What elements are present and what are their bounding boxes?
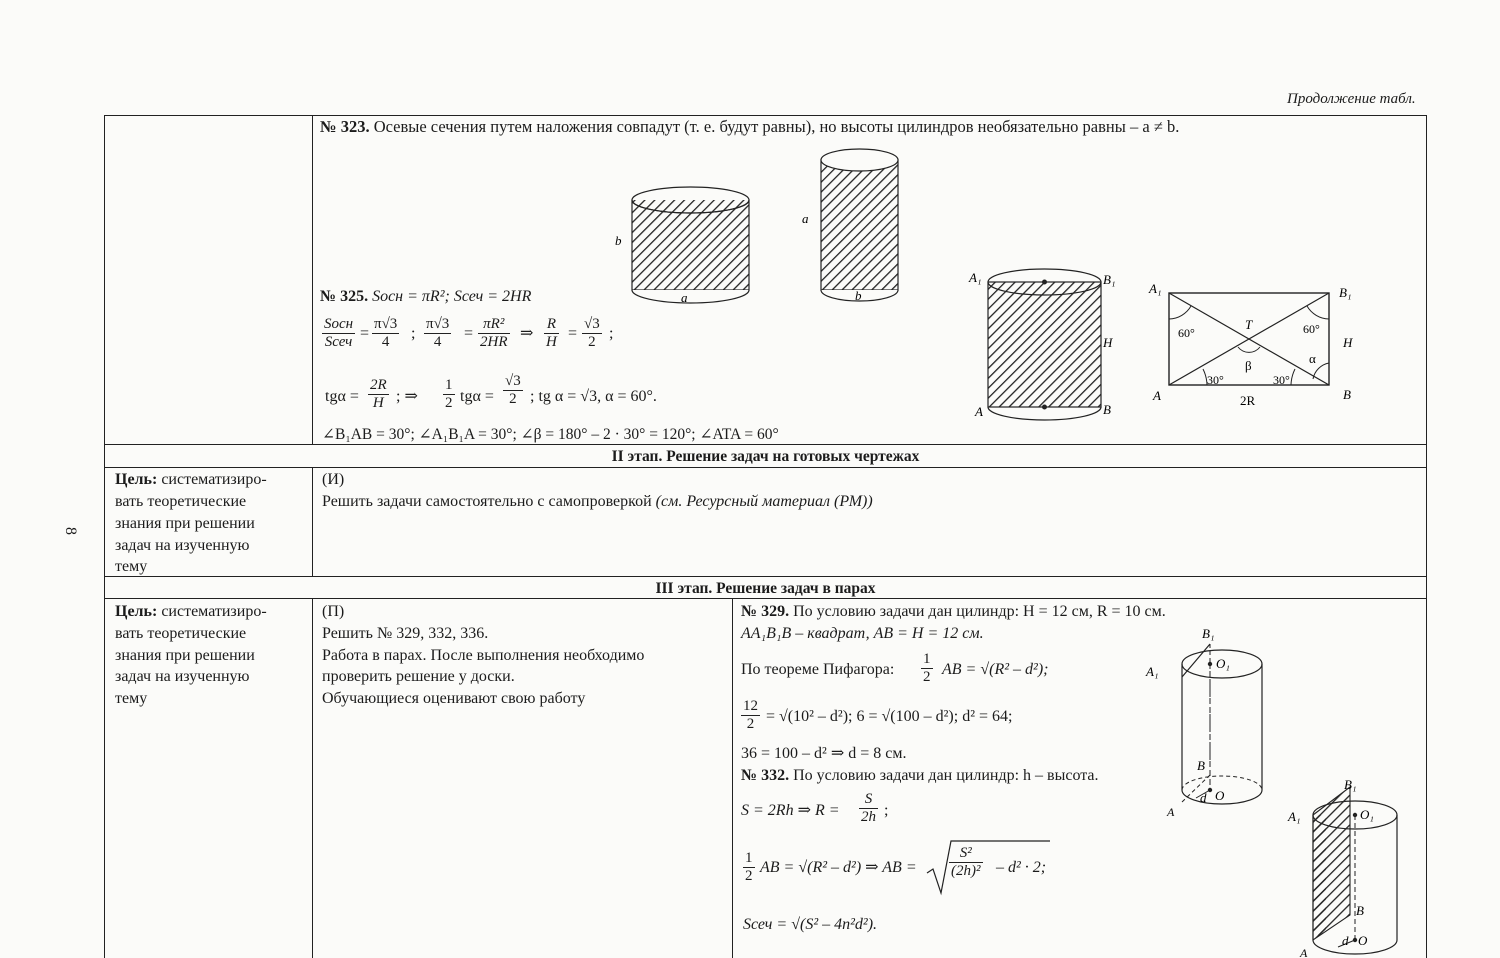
frac-tg-1: $\frac{2R}{H}$ xyxy=(370,377,387,411)
frac-4: $\frac{R}{H}$ xyxy=(546,316,557,350)
svg-text:B₁: B₁ xyxy=(1344,777,1357,792)
cylinder-332-figure xyxy=(1280,775,1420,958)
svg-text:A: A xyxy=(1167,805,1175,819)
frac-1: $\frac{\pi√3}{4}$ xyxy=(374,316,398,350)
svg-text:B: B xyxy=(1356,903,1364,918)
label-B: B xyxy=(1103,402,1111,417)
cylinders-figure xyxy=(600,145,920,310)
label-a-bottom: a xyxy=(681,290,688,305)
task-323 xyxy=(320,117,1179,137)
continuation-note: Продолжение табл. xyxy=(1287,91,1416,107)
frac-s-ratio: Sосн Sсеч xyxy=(324,316,354,350)
frac-5: $\frac{√3}{2}$ xyxy=(584,316,600,350)
label-a-height: a xyxy=(802,211,809,226)
task-325-label: № 325. xyxy=(320,288,369,305)
label-A: A xyxy=(1153,388,1161,403)
page-number: 8 xyxy=(62,527,79,535)
label-60-right: 60° xyxy=(1303,322,1320,336)
label-2R: 2R xyxy=(1240,393,1256,408)
svg-text:A: A xyxy=(1300,946,1308,958)
task-325-angles: ∠B₁AB = 30°; ∠A₁B₁A = 30°; ∠β = 180° – 2 · 30° = 120°; ∠ATA = 60° xyxy=(322,426,779,443)
svg-text:O₁: O₁ xyxy=(1216,656,1230,671)
cylinder-wide xyxy=(632,187,749,303)
task-325-line1 xyxy=(320,287,531,307)
stage3-heading: III этап. Решение задач в парах xyxy=(655,580,876,597)
label-A1: A₁ xyxy=(1149,281,1162,296)
frac-2: $\frac{\pi√3}{4}$ xyxy=(426,316,450,350)
task-323-label: № 323. xyxy=(320,117,370,136)
svg-text:d: d xyxy=(1200,790,1207,805)
label-H: H xyxy=(1103,335,1113,350)
label-60-left: 60° xyxy=(1178,326,1195,340)
label-B: B xyxy=(1343,387,1351,402)
svg-text:d: d xyxy=(1342,933,1349,948)
stage2-mode: (И) xyxy=(322,471,345,488)
task-325-formula: Sосн = πR²; Sсеч = 2HR xyxy=(372,288,532,305)
label-H: H xyxy=(1343,335,1353,350)
stage2-task: Решить задачи самостоятельно с самопроверкой (см. Ресурсный материал (РМ)) xyxy=(322,493,873,510)
stage2-heading: II этап. Решение задач на готовых чертежах xyxy=(611,448,920,465)
label-30-right: 30° xyxy=(1273,373,1290,387)
label-beta: β xyxy=(1245,358,1252,373)
svg-text:A₁: A₁ xyxy=(1146,664,1159,679)
label-30-left: 30° xyxy=(1207,373,1224,387)
label-B1: B₁ xyxy=(1103,272,1116,287)
rectangle-diagonals-figure xyxy=(1145,275,1365,410)
task-323-text: Осевые сечения путем наложения совпадут (т. е. будут равны), но высоты цилиндров необязательно равны – a ≠ b. xyxy=(373,117,1180,136)
label-A1: A₁ xyxy=(969,270,982,285)
cylinder-tall xyxy=(821,149,898,301)
label-A: A xyxy=(975,404,983,419)
svg-text:B₁: B₁ xyxy=(1202,626,1215,641)
svg-text:O: O xyxy=(1358,933,1368,948)
frac-3: $\frac{\text{πR²}}{2HR}$ xyxy=(480,316,508,350)
svg-text:A₁: A₁ xyxy=(1288,809,1301,824)
label-B1: B₁ xyxy=(1339,285,1352,300)
cylinder-329-figure xyxy=(1140,622,1280,822)
frac-tg-3: $\frac{√3}{2}$ xyxy=(505,373,521,407)
svg-text:O₁: O₁ xyxy=(1360,807,1374,822)
label-T: T xyxy=(1245,317,1253,332)
cylinder-section-figure xyxy=(965,262,1125,427)
svg-text:B: B xyxy=(1197,758,1205,773)
svg-text:O: O xyxy=(1215,788,1225,803)
label-alpha: α xyxy=(1309,351,1316,366)
label-b-height: b xyxy=(615,233,622,248)
label-b-bottom: b xyxy=(855,288,862,303)
frac-tg-2: $\frac{1}{2}$ xyxy=(445,377,453,411)
